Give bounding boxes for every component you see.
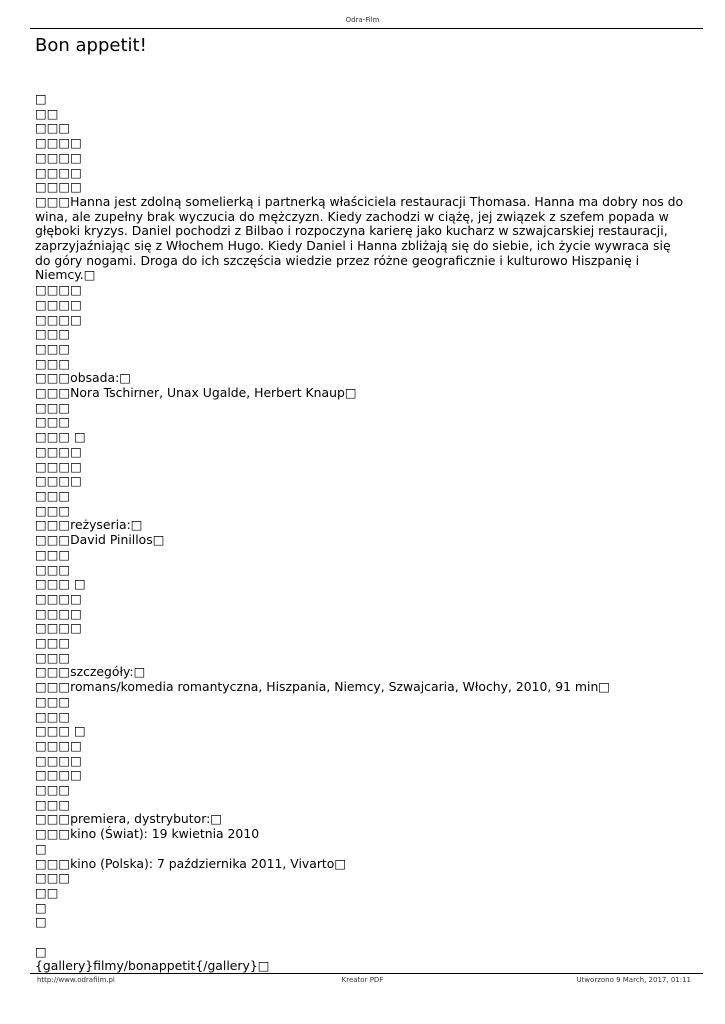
- text-line: □□□: [35, 340, 71, 356]
- text-line: □: [35, 840, 47, 856]
- text-line: □□□: [35, 546, 71, 562]
- text-line: □□□□: [35, 296, 82, 312]
- text-line: □□: [35, 105, 59, 121]
- text-line: □□□: [35, 487, 71, 503]
- text-line: □□□□: [35, 311, 82, 327]
- text-line: □□□□: [35, 282, 82, 298]
- text-line: □□□□: [35, 443, 82, 459]
- text-line: □□□: [35, 561, 71, 577]
- text-line: □□□: [35, 693, 71, 709]
- text-line: □□□szczegóły:□: [35, 664, 146, 680]
- text-line: □□□: [35, 870, 71, 886]
- text-line: □□□kino (Świat): 19 kwietnia 2010: [35, 826, 260, 842]
- text-line: □□□: [35, 326, 71, 342]
- text-line: □□□□: [35, 149, 82, 165]
- text-line: □: [35, 914, 47, 930]
- text-line: □□□reżyseria:□: [35, 517, 143, 533]
- footer-divider: [30, 973, 703, 974]
- text-line: {gallery}filmy/bonappetit{/gallery}□: [35, 958, 270, 974]
- text-line: □□□□: [35, 590, 82, 606]
- text-line: □□□: [35, 355, 71, 371]
- text-line: □□□Nora Tschirner, Unax Ugalde, Herbert Knaup□: [35, 385, 357, 401]
- text-line: □□□: [35, 635, 71, 651]
- text-line: □□□□: [35, 620, 82, 636]
- page-title: Bon appetit!: [35, 35, 147, 56]
- header-divider: [30, 28, 703, 29]
- text-line: □□□□: [35, 179, 82, 195]
- text-line: □□□: [35, 796, 71, 812]
- footer-creator: Kreator PDF: [341, 976, 384, 984]
- document-body: [35, 92, 685, 974]
- text-line: □□□obsada:□: [35, 370, 131, 386]
- text-line: □□□: [35, 502, 71, 518]
- text-line: □□□□: [35, 164, 82, 180]
- text-line: □□□□: [35, 135, 82, 151]
- text-line: □□□David Pinillos□: [35, 532, 165, 548]
- text-line: □□□: [35, 782, 71, 798]
- text-line: □□□: [35, 120, 71, 136]
- text-line: □□□□: [35, 605, 82, 621]
- text-line: □□□: [35, 414, 71, 430]
- text-line: □□□Hanna jest zdolną somelierką i partnerką właściciela restauracji Thomasa. Hanna ma dobry nos do wina, ale zupełny brak wyczucia do mężczyzn. Kiedy zachodzi w ciążę, jej związek z szefem popada w głęboki kryzys. Daniel pochodzi z Bilbao i rozpoczyna karierę jako kucharz w szwajcarskiej restauracji, zaprzyjaźniając się z Włochem Hugo. Kiedy Daniel i Hanna zbliżają się do siebie, ich życie wywraca się do góry nogami. Droga do ich szczęścia wiedzie przez różne geograficznie i kulturowo Hiszpanię i Niemcy.□: [35, 193, 684, 283]
- text-line: □□□romans/komedia romantyczna, Hiszpania, Niemcy, Szwajcaria, Włochy, 2010, 91 min□: [35, 679, 611, 695]
- text-line: □□□ □: [35, 576, 86, 592]
- text-line: □□□ □: [35, 429, 86, 445]
- text-line: □□□: [35, 649, 71, 665]
- text-line: [35, 930, 685, 945]
- text-line: □□□□: [35, 473, 82, 489]
- footer-url: http://www.odrafilm.pl: [37, 976, 115, 984]
- footer-created: Utworzono 9 March, 2017, 01:11: [576, 976, 691, 984]
- page-header-site: Odra-Film: [345, 16, 380, 24]
- text-line: □□□□: [35, 767, 82, 783]
- text-line: □□□□: [35, 458, 82, 474]
- text-line: □: [35, 899, 47, 915]
- text-line: □□□: [35, 399, 71, 415]
- text-line: □□□□: [35, 752, 82, 768]
- text-line: □□□□: [35, 737, 82, 753]
- text-line: □□□: [35, 708, 71, 724]
- text-line: □: [35, 943, 47, 959]
- text-line: □: [35, 91, 47, 106]
- text-line: □□□premiera, dystrybutor:□: [35, 811, 222, 827]
- text-line: □□: [35, 884, 59, 900]
- text-line: □□□kino (Polska): 7 października 2011, Vivarto□: [35, 855, 347, 871]
- text-line: □□□ □: [35, 723, 86, 739]
